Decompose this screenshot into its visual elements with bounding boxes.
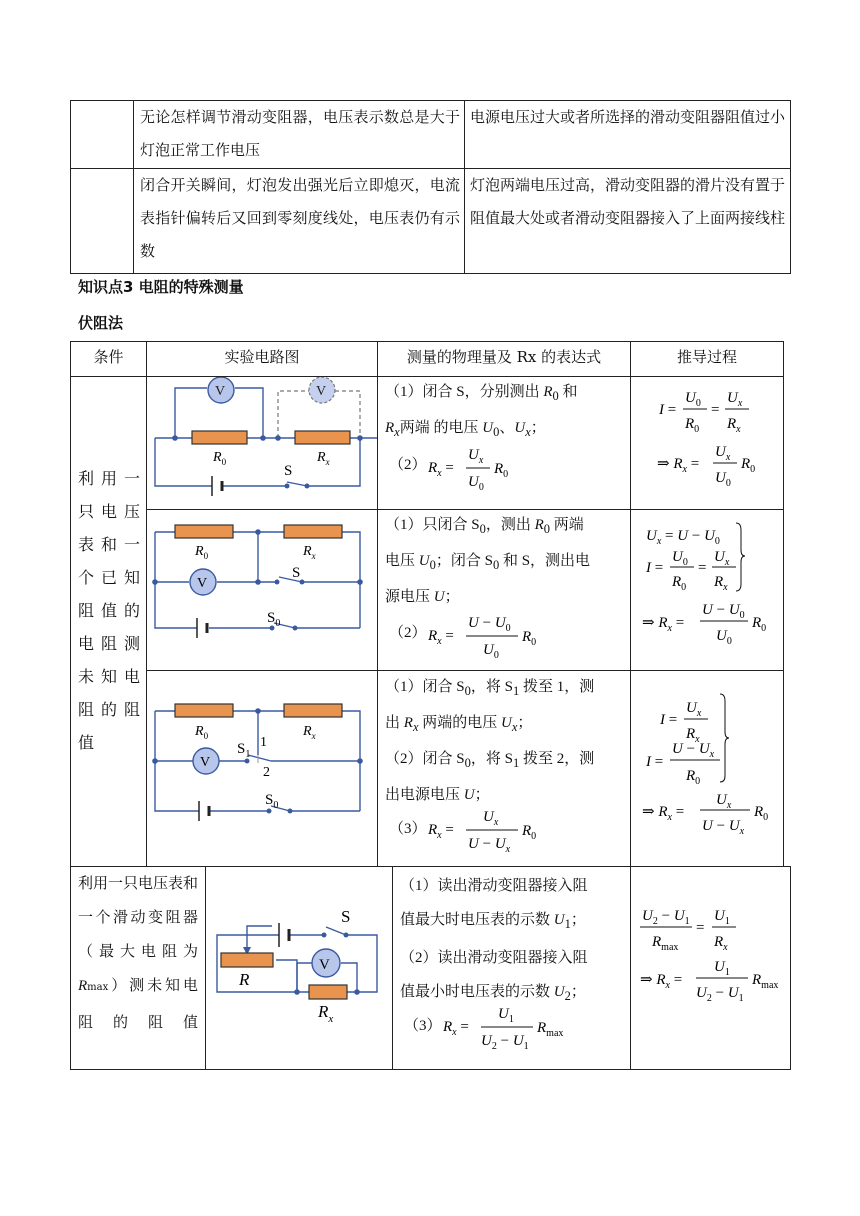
header-derivation: 推导过程 bbox=[676, 348, 737, 366]
svg-text:R0: $R_0$ bbox=[741, 456, 756, 475]
row2-derivation bbox=[640, 518, 780, 658]
header-expression: 测量的物理量及 Rx 的表达式 bbox=[406, 348, 602, 366]
subsection-title: 伏阻法 bbox=[78, 314, 124, 332]
svg-text:R: R bbox=[239, 970, 250, 989]
svg-text:U1: $U_1$ bbox=[714, 908, 730, 927]
svg-text:R0: $R_0$ bbox=[213, 450, 227, 467]
svg-text:Rx: $R_x$ bbox=[727, 416, 741, 435]
row1-formula: （2） bbox=[389, 457, 427, 473]
svg-text:I =: I = bbox=[660, 712, 678, 728]
svg-text:Ux: $U_x$ bbox=[686, 700, 702, 719]
svg-text:V: V bbox=[197, 576, 208, 591]
svg-text:R0: $R_0$ bbox=[752, 615, 767, 634]
svg-text:S0: $S_0$ bbox=[265, 792, 279, 811]
group2-condition: 利用一只电压表和一个滑动变阻器（最大电阻为 Rmax）测未知电阻的阻值 bbox=[78, 874, 199, 1031]
svg-text:U0: $U_0$ bbox=[483, 642, 499, 661]
svg-text:Ux: $U_x$ bbox=[727, 390, 743, 409]
svg-text:Rx: $R_x$ bbox=[318, 1002, 334, 1025]
svg-text:U0: $U_0$ bbox=[672, 549, 688, 568]
svg-text:Rx: $R_x$ bbox=[317, 450, 330, 467]
svg-text:U1: $U_1$ bbox=[498, 1006, 514, 1025]
svg-text:Rx =: $R_x$ = bbox=[443, 1019, 469, 1038]
svg-text:I =: I = bbox=[659, 402, 677, 418]
svg-text:⇒ Rx =: ⇒ $R_x$ = bbox=[657, 456, 700, 475]
svg-text:⇒ Rx =: ⇒ $R_x$ = bbox=[640, 972, 683, 991]
svg-text:=: = bbox=[698, 560, 707, 576]
svg-text:I =: I = bbox=[646, 560, 664, 576]
svg-text:S1: $S_1$ bbox=[237, 741, 251, 760]
svg-text:Rx: $R_x$ bbox=[686, 726, 700, 745]
svg-text:R0: $R_0$ bbox=[195, 724, 209, 741]
svg-text:1: 1 bbox=[260, 735, 267, 750]
svg-text:U2 − U1: $U_2 - U_1$ bbox=[696, 985, 744, 1004]
svg-text:Rx =: $R_x$ = bbox=[428, 460, 454, 479]
svg-text:I =: I = bbox=[646, 754, 664, 770]
svg-text:R0: $R_0$ bbox=[754, 804, 769, 823]
group1-condition: 利用一只电压表和一个已知阻值的电阻测未知电阻的阻值 bbox=[78, 469, 140, 752]
svg-text:R0: $R_0$ bbox=[685, 416, 700, 435]
svg-text:⇒ Rx =: ⇒ $R_x$ = bbox=[642, 804, 685, 823]
row3-steps: （1）闭合 $S_0$，将 $S_1$ 拨至 1，测 出 $R_x$ 两端的电压 $U_x$； （2）闭合 $S_0$，将 $S_1$ 拨至 2，测 出电源电压 U； bbox=[385, 679, 595, 803]
svg-text:V: V bbox=[215, 384, 226, 399]
svg-text:=: = bbox=[696, 920, 705, 936]
svg-text:V: V bbox=[319, 957, 330, 973]
svg-text:U0: $U_0$ bbox=[716, 628, 732, 647]
svg-text:V: V bbox=[316, 384, 327, 399]
circuit-diagram-4 bbox=[206, 867, 392, 1069]
svg-text:Rx =: $R_x$ = bbox=[428, 628, 454, 647]
row1-steps: （1）闭合 S，分别测出 $R_0$ 和 $R_x$两端 的电压 $U_0$、$U_x$； bbox=[385, 384, 578, 439]
resistor-r0-icon bbox=[175, 525, 233, 538]
svg-text:=: = bbox=[711, 402, 720, 418]
row1-formula-math bbox=[428, 444, 538, 494]
rheostat-icon bbox=[221, 953, 273, 967]
resistor-r0-icon bbox=[175, 704, 233, 717]
svg-text:Rx: $R_x$ bbox=[303, 724, 316, 741]
circuit-diagram-2 bbox=[147, 510, 377, 670]
row1-phenomenon: 无论怎样调节滑动变阻器，电压表示数总是大于灯泡正常工作电压 bbox=[140, 108, 460, 159]
svg-text:Ux: $U_x$ bbox=[715, 444, 731, 463]
svg-text:R0: $R_0$ bbox=[522, 629, 537, 648]
resistor-r0-icon bbox=[192, 431, 247, 444]
svg-text:S: S bbox=[292, 565, 301, 581]
svg-text:Ux: $U_x$ bbox=[483, 809, 499, 828]
section-title: 知识点3 电阻的特殊测量 bbox=[78, 278, 244, 296]
resistor-rx-icon bbox=[284, 525, 342, 538]
row2-steps: （1）只闭合 $S_0$，测出 $R_0$ 两端 电压 $U_0$；闭合 $S_0$ 和 S，测出电 源电压 U； bbox=[385, 517, 591, 605]
row3-derivation bbox=[640, 690, 780, 850]
svg-text:U1: $U_1$ bbox=[714, 959, 730, 978]
svg-text:⇒ Rx =: ⇒ $R_x$ = bbox=[642, 615, 685, 634]
svg-text:R0: $R_0$ bbox=[494, 461, 509, 480]
svg-text:Rx: $R_x$ bbox=[303, 544, 316, 561]
row4-formula-math bbox=[443, 1003, 583, 1055]
row4-formula: （3） bbox=[404, 1018, 442, 1034]
svg-text:U0: $U_0$ bbox=[715, 470, 731, 489]
row2-cause: 灯泡两端电压过高，滑动变阻器的滑片没有置于阻值最大处或者滑动变阻器接入了上面两接线柱 bbox=[470, 176, 786, 227]
svg-text:S0: $S_0$ bbox=[267, 610, 281, 629]
svg-text:R0: $R_0$ bbox=[672, 574, 687, 593]
svg-text:R0: $R_0$ bbox=[195, 544, 209, 561]
svg-text:U − Ux: $U - U_x$ bbox=[468, 836, 511, 855]
svg-text:Rmax: $R_{max}$ bbox=[752, 972, 779, 991]
row2-phenomenon: 闭合开关瞬间，灯泡发出强光后立即熄灭，电流表指针偏转后又回到零刻度线处，电压表仍有示数 bbox=[140, 176, 460, 260]
svg-text:Ux: $U_x$ bbox=[716, 792, 732, 811]
svg-text:U2 − U1: $U_2 - U_1$ bbox=[481, 1033, 529, 1052]
svg-text:Rx: $R_x$ bbox=[714, 934, 728, 953]
circuit-diagram-1 bbox=[147, 377, 377, 509]
svg-text:U0: $U_0$ bbox=[468, 474, 484, 493]
row3-formula: （3） bbox=[389, 821, 427, 837]
row2-formula-math bbox=[428, 612, 568, 662]
svg-text:Ux: $U_x$ bbox=[468, 447, 484, 466]
svg-text:U − U0: $U - U_0$ bbox=[702, 602, 745, 621]
svg-text:U0: $U_0$ bbox=[685, 390, 701, 409]
svg-text:U2 − U1: $U_2 - U_1$ bbox=[642, 908, 690, 927]
row1-derivation bbox=[655, 384, 780, 490]
svg-text:R0: $R_0$ bbox=[686, 768, 701, 787]
row3-formula-math bbox=[428, 806, 568, 858]
resistor-rx-icon bbox=[284, 704, 342, 717]
row2-formula: （2） bbox=[389, 625, 427, 641]
svg-text:V: V bbox=[200, 755, 211, 770]
svg-text:Ux = U − U0: $U_x = U - U_0$ bbox=[646, 528, 720, 547]
svg-text:Ux: $U_x$ bbox=[714, 549, 730, 568]
header-circuit: 实验电路图 bbox=[224, 348, 300, 366]
svg-text:U − Ux: $U - U_x$ bbox=[702, 818, 745, 837]
svg-text:S: S bbox=[341, 907, 351, 926]
resistor-rx-icon bbox=[295, 431, 350, 444]
svg-text:Rx =: $R_x$ = bbox=[428, 822, 454, 841]
row1-cause: 电源电压过大或者所选择的滑动变阻器阻值过小 bbox=[470, 108, 786, 126]
svg-text:Rmax: $R_{max}$ bbox=[537, 1020, 564, 1039]
svg-text:U − Ux: $U - U_x$ bbox=[672, 741, 715, 760]
svg-text:Rmax: $R_{max}$ bbox=[652, 934, 679, 953]
header-condition: 条件 bbox=[93, 348, 124, 366]
svg-text:U − U0: $U - U_0$ bbox=[468, 615, 511, 634]
row4-steps: （1）读出滑动变阻器接入阻 值最大时电压表的示数 $U_1$； （2）读出滑动变阻器接入阻 值最小时电压表的示数 $U_2$； bbox=[400, 878, 588, 1003]
svg-text:Rx: $R_x$ bbox=[714, 574, 728, 593]
circuit-diagram-3 bbox=[147, 671, 377, 866]
row4-derivation bbox=[638, 900, 788, 1010]
resistor-rx-icon bbox=[309, 985, 347, 999]
svg-text:2: 2 bbox=[263, 765, 270, 780]
svg-text:R0: $R_0$ bbox=[522, 823, 537, 842]
svg-text:S: S bbox=[284, 463, 293, 479]
